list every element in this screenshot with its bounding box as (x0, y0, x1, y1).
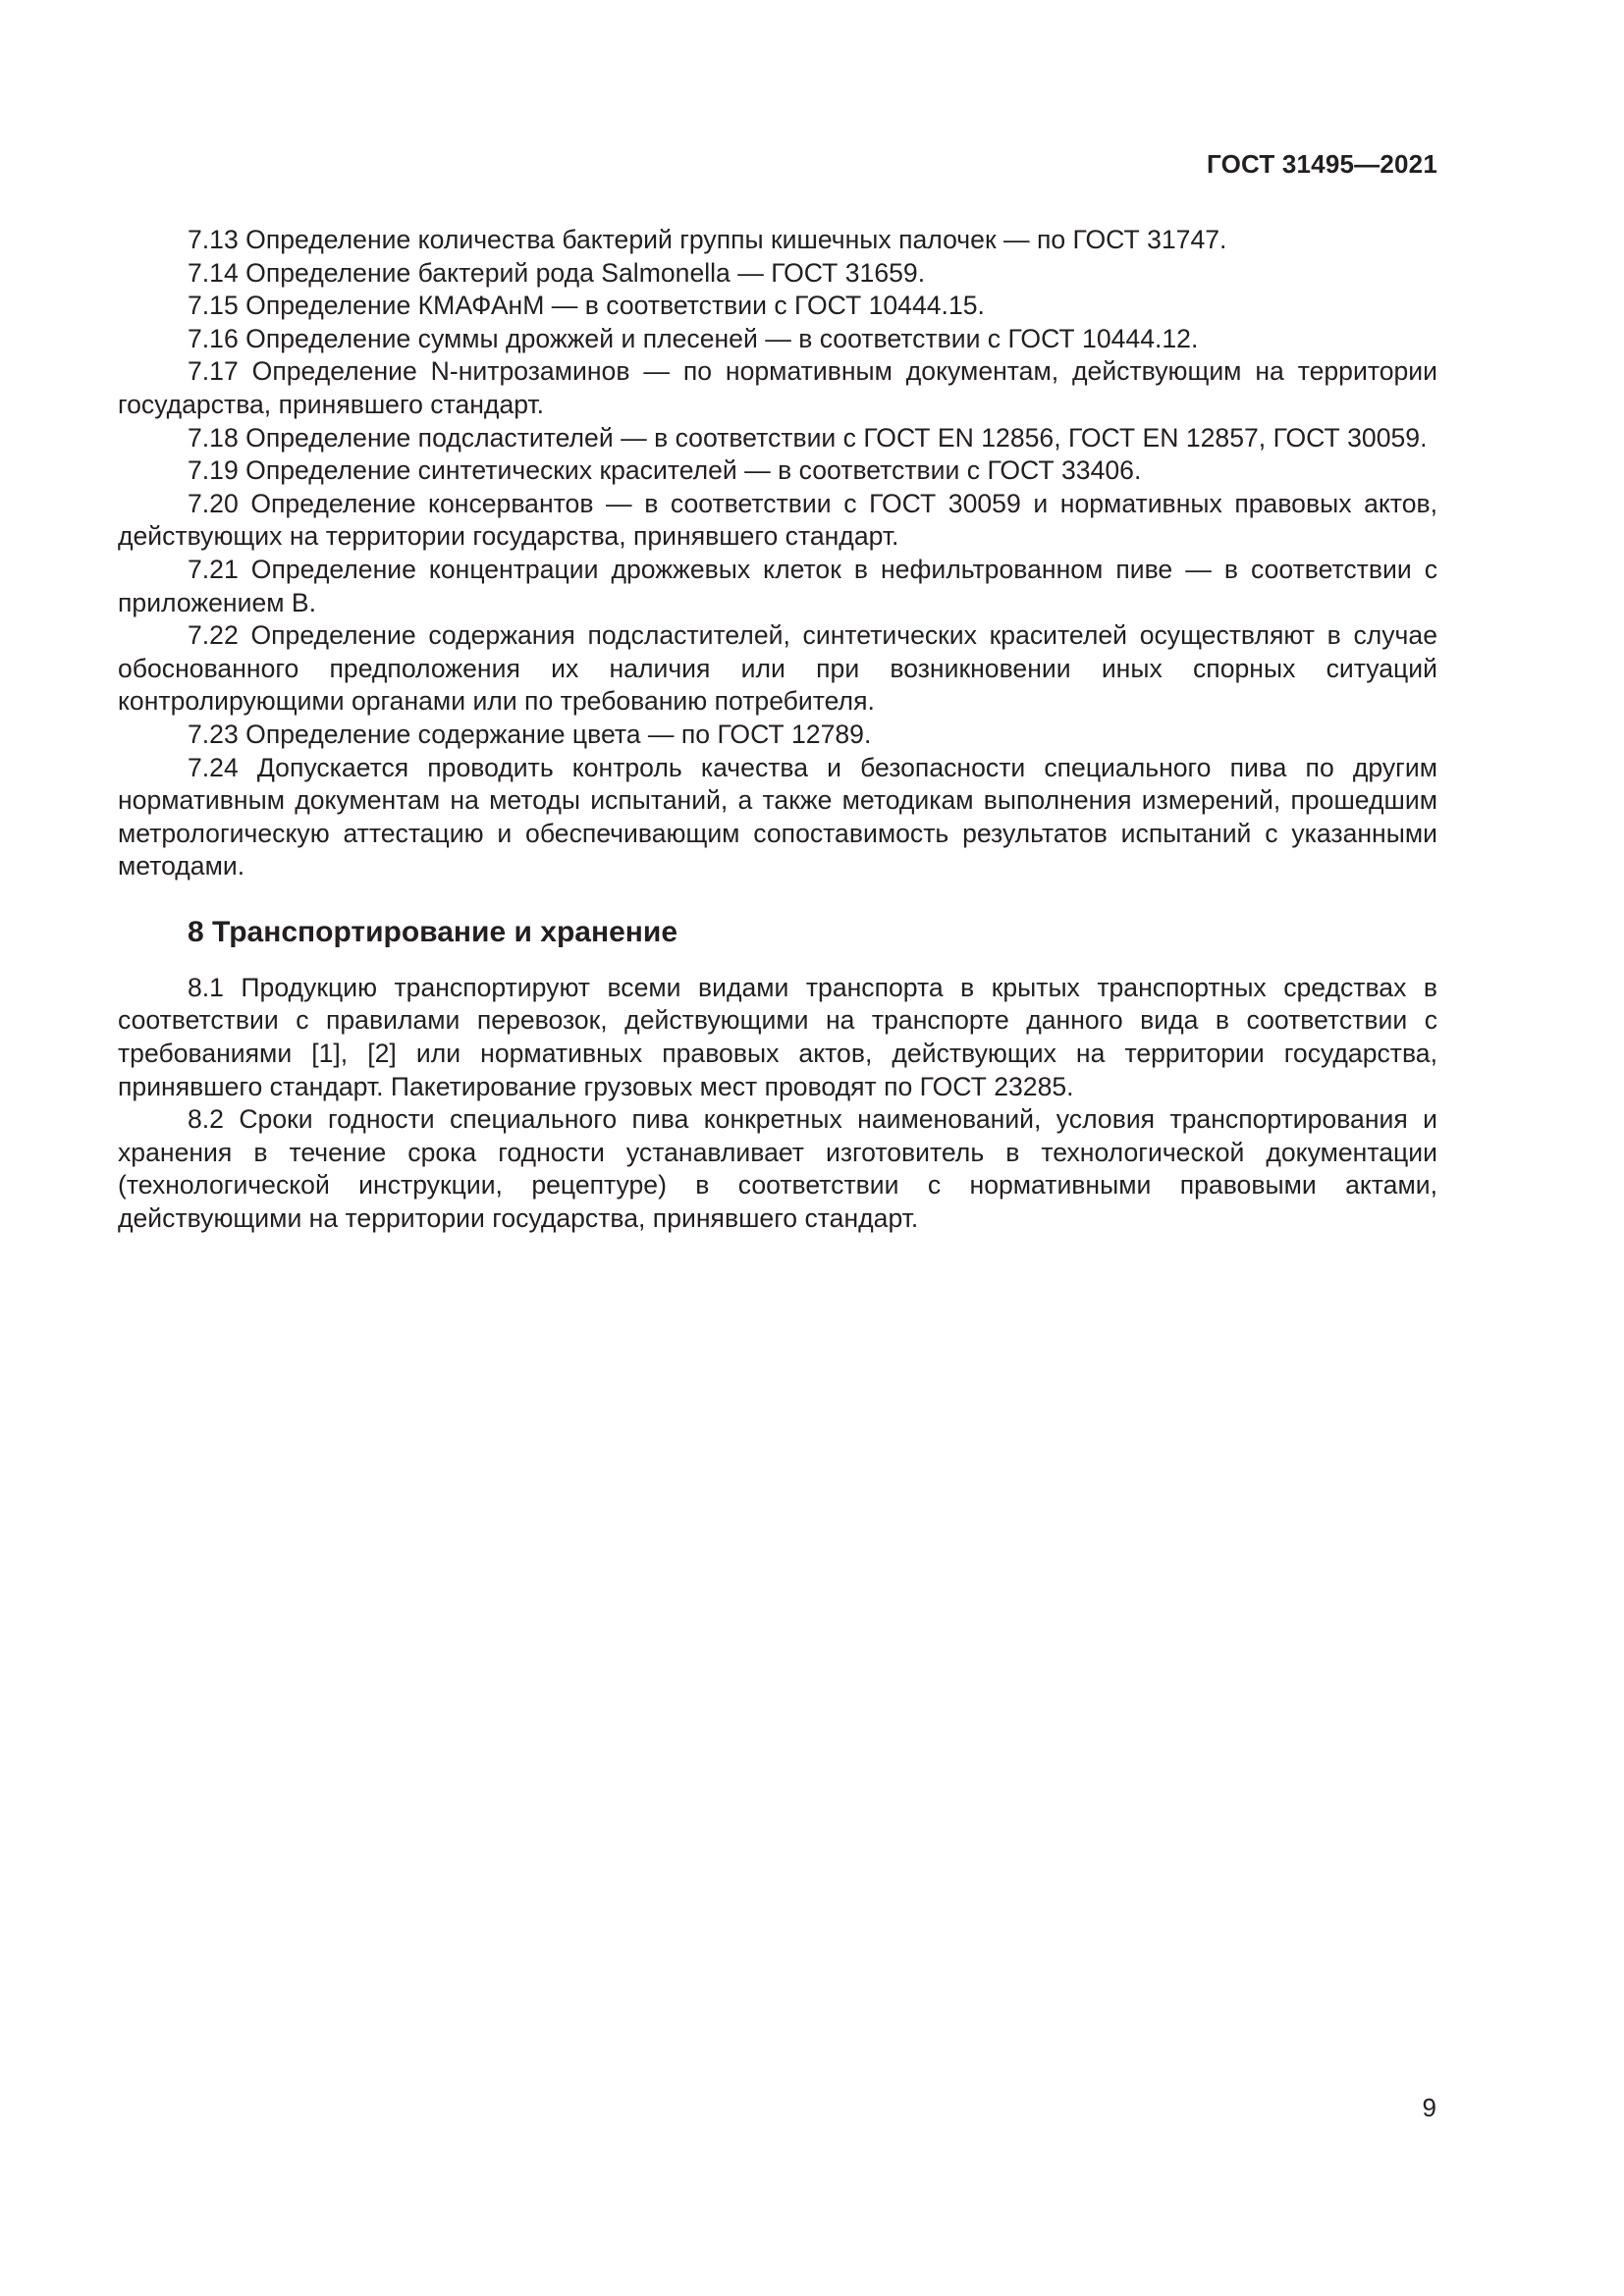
paragraph-7-16: 7.16 Определение суммы дрожжей и плесеней — в соответствии с ГОСТ 10444.12. (188, 323, 1199, 353)
paragraph-7-24: 7.24 Допускается проводить контроль качества и безопасности специального пива по другим нормативным документам на методы испытаний, а также методикам выполнения измерений, прошедшим метрологическую аттестацию и обеспечивающим сопоставимость результатов испытаний с указанными методами. (118, 752, 1437, 881)
paragraph-7-17: 7.17 Определение N-нитрозаминов — по нормативным документам, действующим на территории государства, принявшего стандарт. (118, 356, 1437, 419)
document-code-header: ГОСТ 31495—2021 (1207, 149, 1437, 179)
paragraph-7-14: 7.14 Определение бактерий рода Salmonella — ГОСТ 31659. (188, 257, 926, 288)
paragraph-7-22: 7.22 Определение содержания подсластителей, синтетических красителей осуществляют в случае обоснованного предположения их наличия или при возникновении иных спорных ситуаций контролирующими органами или по требованию потребителя. (118, 620, 1437, 717)
paragraph-7-23: 7.23 Определение содержание цвета — по ГОСТ 12789. (188, 719, 872, 749)
paragraph-8-1: 8.1 Продукцию транспортируют всеми видами транспорта в крытых транспортных средствах в соответствии с правилами перевозок, действующими на транспорте данного вида в соответствии с требованиями [1], [2] или нормативных правовых актов, действующих на территории государства, принявшего стандарт. Пакетирование грузовых мест проводят по ГОСТ 23285. (118, 972, 1437, 1101)
paragraph-7-21: 7.21 Определение концентрации дрожжевых клеток в нефильтрованном пиве — в соответствии с приложением В. (118, 554, 1437, 617)
page-content (118, 224, 1437, 1236)
paragraph-7-18: 7.18 Определение подсластителей — в соответствии с ГОСТ EN 12856, ГОСТ EN 12857, ГОСТ 30059. (188, 422, 1428, 453)
paragraph-7-15: 7.15 Определение КМАФАнМ — в соответствии с ГОСТ 10444.15. (188, 291, 985, 321)
page-number: 9 (1422, 2093, 1436, 2122)
section-8-heading: 8 Транспортирование и хранение (188, 915, 678, 948)
paragraph-7-19: 7.19 Определение синтетических красителей — в соответствии с ГОСТ 33406. (188, 455, 1142, 486)
paragraph-7-20: 7.20 Определение консервантов — в соответствии с ГОСТ 30059 и нормативных правовых актов, действующих на территории государства, принявшего стандарт. (118, 488, 1437, 552)
paragraph-7-13: 7.13 Определение количества бактерий группы кишечных палочек — по ГОСТ 31747. (188, 225, 1227, 254)
paragraph-8-2: 8.2 Сроки годности специального пива конкретных наименований, условия транспортирования и хранения в течение срока годности устанавливает изготовитель в технологической документации (технологической инструкции, рецептуре) в соответствии с нормативными правовыми актами, действующими на территории государства, принявшего стандарт. (118, 1104, 1437, 1234)
